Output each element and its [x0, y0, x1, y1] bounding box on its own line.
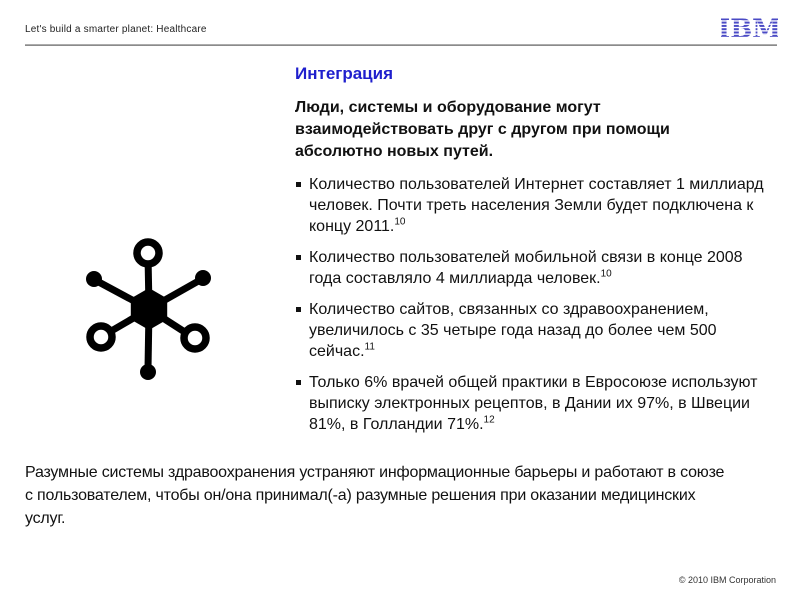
bullet-list — [295, 174, 773, 445]
hub-center — [131, 288, 167, 330]
footnote-ref: 11 — [364, 341, 375, 353]
bullet-text: Количество сайтов, связанных со здравоохранением, увеличилось с 35 четыре года назад до более чем 500 сейчас. — [309, 301, 717, 360]
bullet-text: Количество пользователей Интернет составляет 1 миллиард человек. Почти треть населения Земли будет подключена к концу 2011. — [309, 176, 764, 235]
footnote-ref: 12 — [483, 414, 495, 426]
header-divider — [25, 44, 777, 46]
bullet-item — [295, 247, 773, 289]
dot-node-bottom — [140, 364, 156, 380]
bullet-square-icon — [296, 307, 301, 312]
bullet-item — [295, 372, 773, 435]
bullet-item — [295, 174, 773, 237]
dot-node-upper-left — [86, 271, 102, 287]
ring-node-top — [137, 242, 159, 264]
ring-node-lower-left — [90, 326, 112, 348]
ring-node-lower-right — [184, 327, 206, 349]
slide-lede: Люди, системы и оборудование могут взаимодействовать друг с другом при помощи абсолютно новых путей. — [295, 99, 670, 160]
summary-paragraph: Разумные системы здравоохранения устраняют информационные барьеры и работают в союзе с пользователем, чтобы он/она принимал(-а) разумные решения при оказании медицинских услуг. — [25, 464, 725, 527]
dot-node-upper-right — [195, 270, 211, 286]
copyright-notice: © 2010 IBM Corporation — [678, 575, 776, 585]
network-hub-icon — [85, 235, 215, 380]
bullet-square-icon — [296, 255, 301, 260]
footnote-ref: 10 — [394, 216, 406, 228]
bullet-text: Количество пользователей мобильной связи в конце 2008 года составляло 4 миллиарда человек. — [309, 249, 743, 287]
bullet-square-icon — [296, 182, 301, 187]
bullet-item — [295, 299, 773, 362]
header-tagline: Let's build a smarter planet: Healthcare — [25, 24, 207, 35]
ibm-logo-icon — [721, 15, 778, 42]
bullet-square-icon — [296, 380, 301, 385]
footnote-ref: 10 — [600, 268, 612, 280]
slide-title: Интеграция — [295, 64, 394, 83]
bullet-text: Только 6% врачей общей практики в Евросоюзе используют выписку электронных рецептов, в Дании их 97%, в Швеции 81%, в Голландии 71%. — [309, 374, 758, 433]
